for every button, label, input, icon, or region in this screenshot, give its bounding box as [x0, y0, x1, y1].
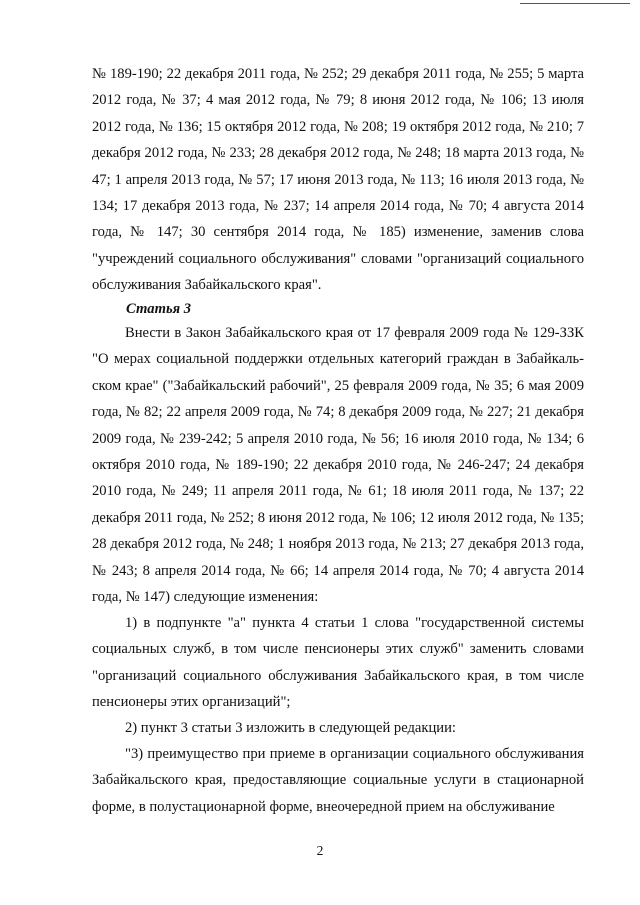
- paragraph-continuation: [92, 61, 584, 299]
- paragraph-text: Внести в Закон Забайкальского края от 17 февраля 2009 года № 129-ЗЗК "О мерах социальной поддержки отдельных категорий граждан в Забайкаль-ском крае" ("Забайкальский рабочий", 25 февраля 2009 года, № 35; 6 мая 2009 года, № 82; 22 апреля 2009 года, № 74; 8 декабря 2009 года, № 227; 21 декабря 2009 года, № 239-242; 5 апреля 2010 года, № 56; 16 июля 2010 года, № 134; 6 октября 2010 года, № 189-190; 22 декабря 2010 года, № 246-247; 24 декабря 2010 года, № 249; 11 апреля 2011 года, № 61; 18 июля 2011 года, № 137; 22 декабря 2011 года, № 252; 8 июня 2012 года, № 106; 12 июля 2012 года, № 135; 28 декабря 2012 года, № 248; 1 ноября 2013 года, № 213; 27 декабря 2013 года, № 243; 8 апреля 2014 года, № 66; 14 апреля 2014 года, № 70; 4 августа 2014 года, № 147) следующие изменения:: [92, 325, 584, 606]
- paragraph-text: 1) в подпункте "а" пункта 4 статьи 1 слова "государственной системы социальных служб, в том числе пенсионеры этих служб" заменить словами "организаций социального обслуживания Забайкальского края, в том числе пенсионеры этих организаций";: [92, 615, 584, 711]
- paragraph-text: "3) преимущество при приеме в организации социального обслуживания Забайкальского края, предоставляющие социальные услуги в стационарной форме, в полустационарной форме, внеочередной прием на обслуживание: [92, 746, 584, 815]
- paragraph-text: № 189-190; 22 декабря 2011 года, № 252; 29 декабря 2011 года, № 255; 5 марта 2012 года, № 37; 4 мая 2012 года, № 79; 8 июня 2012 года, № 106; 13 июля 2012 года, № 136; 15 октября 2012 года, № 208; 19 октября 2012 года, № 210; 7 декабря 2012 года, № 233; 28 декабря 2012 года, № 248; 18 марта 2013 года, № 47; 1 апреля 2013 года, № 57; 17 июня 2013 года, № 113; 16 июля 2013 года, № 134; 17 декабря 2013 года, № 237; 14 апреля 2014 года, № 70; 4 августа 2014 года, № 147; 30 сентября 2014 года, № 185) изменение, заменив слова "учреждений социального обслуживания" словами "организаций социального обслуживания Забайкальского края".: [92, 66, 584, 294]
- page-number: 2: [316, 843, 324, 858]
- paragraph-item-1: [92, 610, 584, 716]
- paragraph-item-3: [92, 741, 584, 820]
- paragraph-item-2: [92, 715, 584, 741]
- article-heading: Статья 3: [126, 301, 192, 317]
- paragraph-amendment-intro: [92, 320, 584, 610]
- paragraph-text: 2) пункт 3 статьи 3 изложить в следующей редакции:: [125, 720, 456, 736]
- top-rule: [520, 3, 630, 4]
